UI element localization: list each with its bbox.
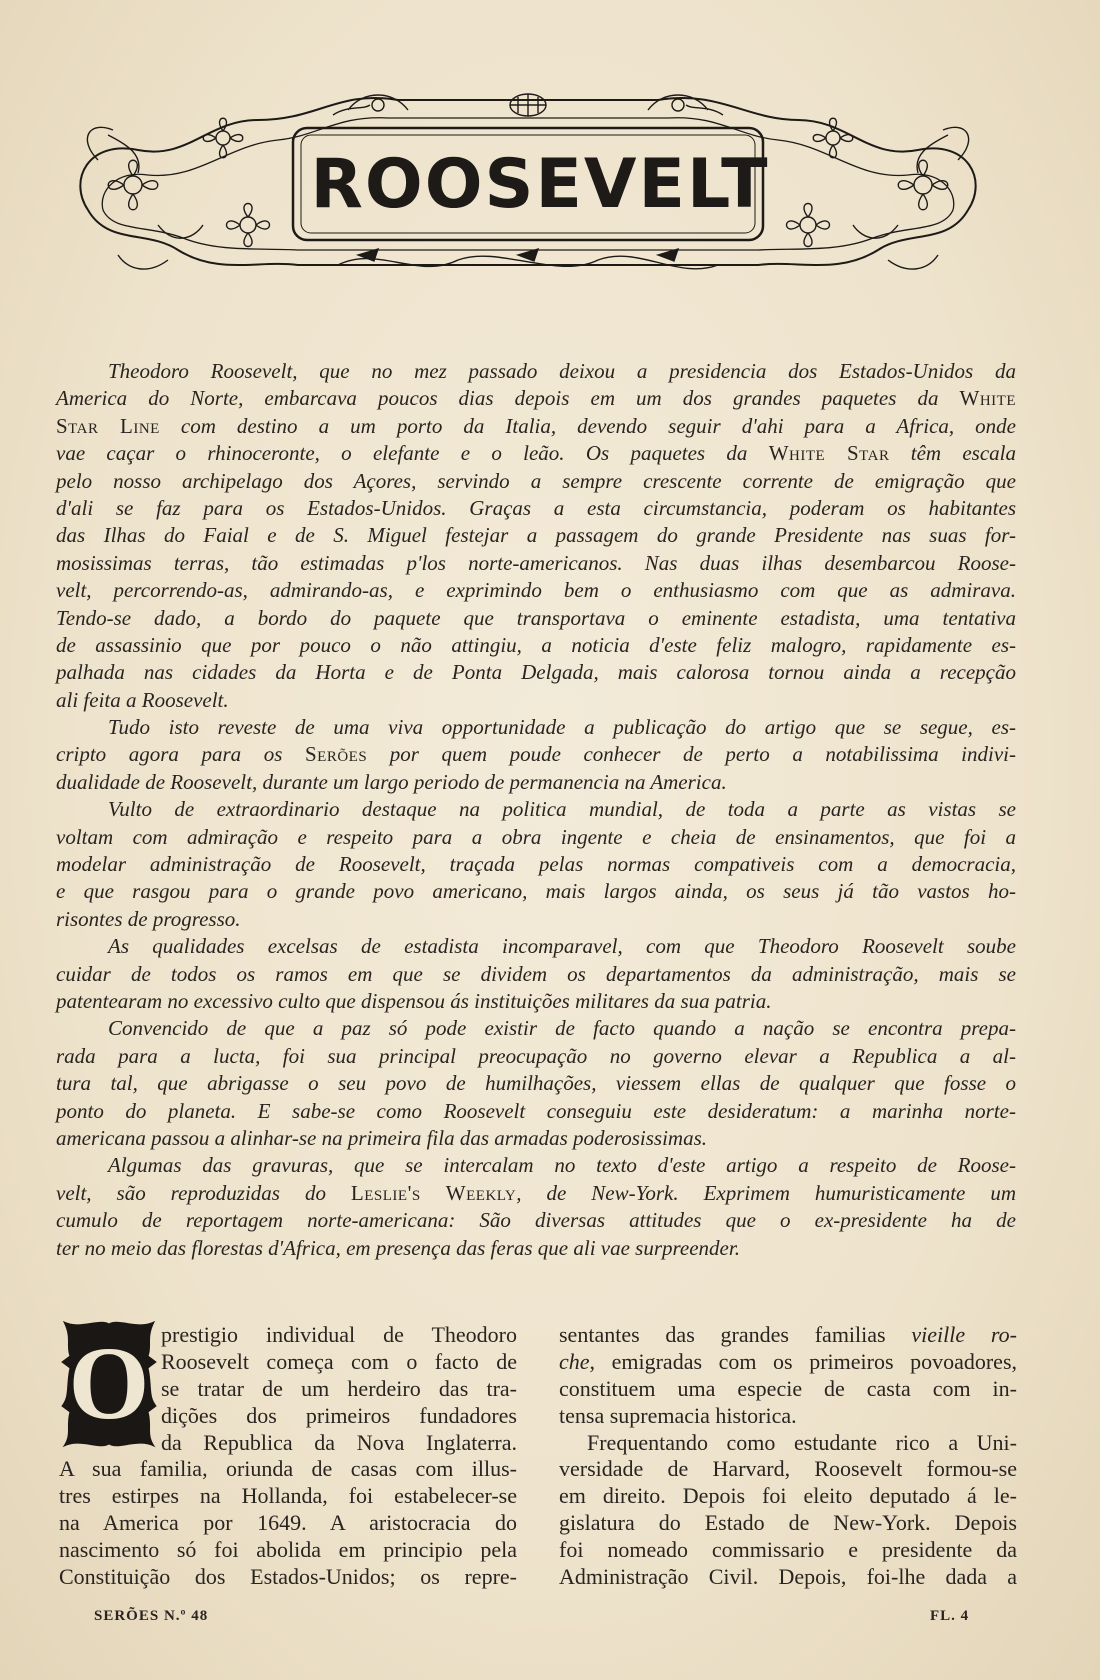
intro-line <box>56 1015 1016 1042</box>
intro-line <box>56 906 1016 933</box>
text-segment: Tendo-se dado, a bordo do paquete que transportava o eminente estadista, uma tentativa <box>56 605 1016 630</box>
right-column-line <box>559 1510 1017 1537</box>
text-segment: de assassinio que por pouco o não attingiu, a noticia d'este feliz malogro, rapidamente es- <box>56 632 1016 657</box>
intro-line <box>56 741 1016 768</box>
text-segment: ali feita a Roosevelt. <box>56 687 229 712</box>
text-segment: dições dos primeiros fundadores <box>161 1402 517 1428</box>
text-segment: rada para a lucta, foi sua principal preocupação no governo elevar a Republica a al- <box>56 1043 1016 1068</box>
text-segment: americana passou a alinhar-se na primeira fila das armadas poderosissimas. <box>56 1125 707 1150</box>
text-segment: das Ilhas do Faial e de S. Miguel festejar a passagem do grande Presidente nas suas for- <box>56 523 1016 548</box>
text-segment: Roosevelt começa com o facto de <box>161 1348 517 1374</box>
intro-line <box>56 1235 1016 1262</box>
small-caps-text: White Star <box>768 441 890 466</box>
text-segment: cuidar de todos os ramos em que se dividem os departamentos da administração, mais se <box>56 961 1016 986</box>
small-caps-text: Leslie's Weekly <box>350 1180 517 1205</box>
intro-line <box>56 851 1016 878</box>
intro-line <box>56 769 1016 796</box>
intro-line <box>56 988 1016 1015</box>
left-column-line <box>59 1510 517 1537</box>
intro-line <box>56 961 1016 988</box>
text-segment: Theodoro Roosevelt, que no mez passado deixou a presidencia dos Estados-Unidos da <box>108 359 1016 383</box>
text-segment: dualidade de Roosevelt, durante um largo periodo de permanencia na America. <box>56 769 727 794</box>
right-column-line <box>559 1322 1017 1349</box>
text-segment: tura tal, que abrigasse o seu povo de humilhações, viessem ellas de qualquer que fosse o <box>56 1071 1016 1096</box>
text-segment: nascimento só foi abolida em principio pela <box>59 1537 517 1563</box>
text-segment: e que rasgou para o grande povo americano, mais largos ainda, os seus já tão vastos ho- <box>56 879 1016 904</box>
right-column-line <box>559 1456 1017 1483</box>
right-column-line <box>559 1564 1017 1591</box>
text-segment: ponto do planeta. E sabe-se como Roosevelt conseguiu este desideratum: a marinha norte- <box>56 1098 1016 1123</box>
right-column-line <box>559 1537 1017 1564</box>
text-segment: prestigio individual de Theodoro <box>161 1322 517 1347</box>
text-segment: têm escala <box>889 441 1017 466</box>
text-segment: America do Norte, embarcava poucos dias depois em um dos grandes paquetes da <box>56 386 960 411</box>
italic-text: che <box>559 1348 590 1374</box>
text-segment: voltam com admiração e respeito para a obra ingente e cheia de ensinamentos, que foi a <box>56 824 1016 849</box>
left-column-line <box>59 1349 517 1376</box>
right-column-line <box>559 1483 1017 1510</box>
text-segment: foi nomeado commissario e presidente da <box>559 1537 1017 1563</box>
small-caps-text: Star Line <box>56 413 160 438</box>
left-column-line <box>59 1483 517 1510</box>
text-segment: Frequentando como estudante rico a Uni- <box>587 1429 1017 1455</box>
text-segment: Convencido de que a paz só pode existir de facto quando a nação se encontra prepa- <box>108 1016 1016 1041</box>
text-segment: risontes de progresso. <box>56 906 241 931</box>
intro-line <box>56 1070 1016 1097</box>
left-column <box>59 1322 517 1591</box>
text-segment: tres estirpes na Hollanda, foi estabelecer-se <box>59 1483 517 1509</box>
intro-line <box>56 385 1016 412</box>
text-segment: se tratar de um herdeiro das tra- <box>161 1375 517 1401</box>
text-segment: cripto agora para os <box>56 742 305 767</box>
intro-line <box>56 1043 1016 1070</box>
text-segment: gislatura do Estado de New-York. Depois <box>559 1510 1017 1536</box>
intro-line <box>56 1207 1016 1234</box>
text-segment: Vulto de extraordinario destaque na politica mundial, de toda a parte as vistas se <box>108 797 1016 822</box>
intro-line <box>56 824 1016 851</box>
intro-line <box>56 440 1016 467</box>
drop-cap-letter: O <box>68 1326 150 1441</box>
text-segment: na America por 1649. A aristocracia do <box>59 1510 517 1536</box>
text-segment: , de New-York. Exprimem humuristicamente um <box>516 1180 1016 1205</box>
text-segment: mosissimas terras, tão estimadas p'los norte-americanos. Nas duas ilhas desembarcou Roose- <box>56 550 1016 575</box>
intro-line <box>56 358 1016 385</box>
intro-line <box>56 659 1016 686</box>
text-segment: modelar administração de Roosevelt, traçada pelas normas compativeis com a democracia, <box>56 852 1016 877</box>
intro-line <box>56 550 1016 577</box>
text-segment: patentearam no excessivo culto que dispensou ás instituições militares da sua patria. <box>56 988 772 1013</box>
text-segment: vae caçar o rhinoceronte, o elefante e o leão. Os paquetes da <box>56 441 769 466</box>
left-column-line <box>59 1403 517 1430</box>
text-segment: por quem poude conhecer de perto a notabilissima indivi- <box>367 742 1016 767</box>
text-segment: constituem uma especie de casta com in- <box>559 1375 1017 1401</box>
intro-line <box>56 1152 1016 1179</box>
right-column-line <box>559 1376 1017 1403</box>
intro-line <box>56 605 1016 632</box>
intro-line <box>56 878 1016 905</box>
small-caps-text: Serões <box>305 742 368 767</box>
footer-page-number: FL. 4 <box>930 1608 970 1624</box>
right-column-line <box>559 1430 1017 1457</box>
text-segment: velt, são reproduzidas do <box>56 1180 351 1205</box>
text-segment: tensa supremacia historica. <box>559 1402 797 1428</box>
intro-line <box>56 1180 1016 1207</box>
text-segment: velt, percorrendo-as, admirando-as, e exprimindo bem o enthusiasmo com que as admirava. <box>56 578 1016 603</box>
left-column-line <box>59 1430 517 1457</box>
intro-line <box>56 468 1016 495</box>
text-segment: d'ali se faz para os Estados-Unidos. Graças a esta circumstancia, poderam os habitantes <box>56 495 1016 520</box>
intro-line <box>56 796 1016 823</box>
text-segment: A sua familia, oriunda de casas com illus- <box>59 1456 517 1482</box>
intro-line <box>56 714 1016 741</box>
right-column-line <box>559 1349 1017 1376</box>
intro-line <box>56 413 1016 440</box>
intro-line <box>56 687 1016 714</box>
right-column-line <box>559 1403 1017 1430</box>
intro-line <box>56 632 1016 659</box>
intro-line <box>56 1125 1016 1152</box>
text-segment: Algumas das gravuras, que se intercalam no texto d'este artigo a respeito de Roose- <box>108 1153 1016 1178</box>
small-caps-text: White <box>959 386 1016 411</box>
left-column-line <box>59 1537 517 1564</box>
intro-line <box>56 933 1016 960</box>
footer-issue-number: SERÕES N.º 48 <box>94 1608 209 1624</box>
text-segment: versidade de Harvard, Roosevelt formou-se <box>559 1456 1017 1482</box>
left-column-line <box>59 1564 517 1591</box>
page-title: ROOSEVELT <box>310 145 770 224</box>
intro-text <box>56 358 1016 1262</box>
text-segment: com destino a um porto da Italia, devendo seguir d'ahi para a Africa, onde <box>159 413 1017 438</box>
text-segment: pelo nosso archipelago dos Açores, servindo a sempre crescente corrente de emigração que <box>56 468 1016 493</box>
right-column <box>559 1322 1017 1591</box>
intro-line <box>56 577 1016 604</box>
text-segment: palhada nas cidades da Horta e de Ponta Delgada, mais calorosa tornou ainda a recepção <box>56 660 1016 685</box>
text-segment: Administração Civil. Depois, foi-lhe dada a <box>559 1564 1017 1590</box>
intro-line <box>56 1098 1016 1125</box>
text-segment: Tudo isto reveste de uma viva opportunidade a publicação do artigo que se segue, es- <box>108 715 1016 740</box>
intro-line <box>56 522 1016 549</box>
text-segment: Constituição dos Estados-Unidos; os repre- <box>59 1564 517 1590</box>
text-segment: da Republica da Nova Inglaterra. <box>161 1429 517 1455</box>
left-column-line <box>59 1376 517 1403</box>
text-segment: cumulo de reportagem norte-americana: São diversas attitudes que o ex-presidente ha de <box>56 1208 1016 1233</box>
left-column-line <box>59 1322 517 1349</box>
left-column-line <box>59 1456 517 1483</box>
italic-text: vieille ro- <box>911 1322 1017 1347</box>
text-segment: ter no meio das florestas d'Africa, em presença das feras que ali vae surpreender. <box>56 1235 740 1260</box>
text-segment: em direito. Depois foi eleito deputado á le- <box>559 1483 1017 1509</box>
text-segment: As qualidades excelsas de estadista incomparavel, com que Theodoro Roosevelt soube <box>108 934 1016 959</box>
text-segment: sentantes das grandes familias <box>559 1322 912 1347</box>
text-segment: , emigradas com os primeiros povoadores, <box>589 1348 1017 1374</box>
intro-line <box>56 495 1016 522</box>
